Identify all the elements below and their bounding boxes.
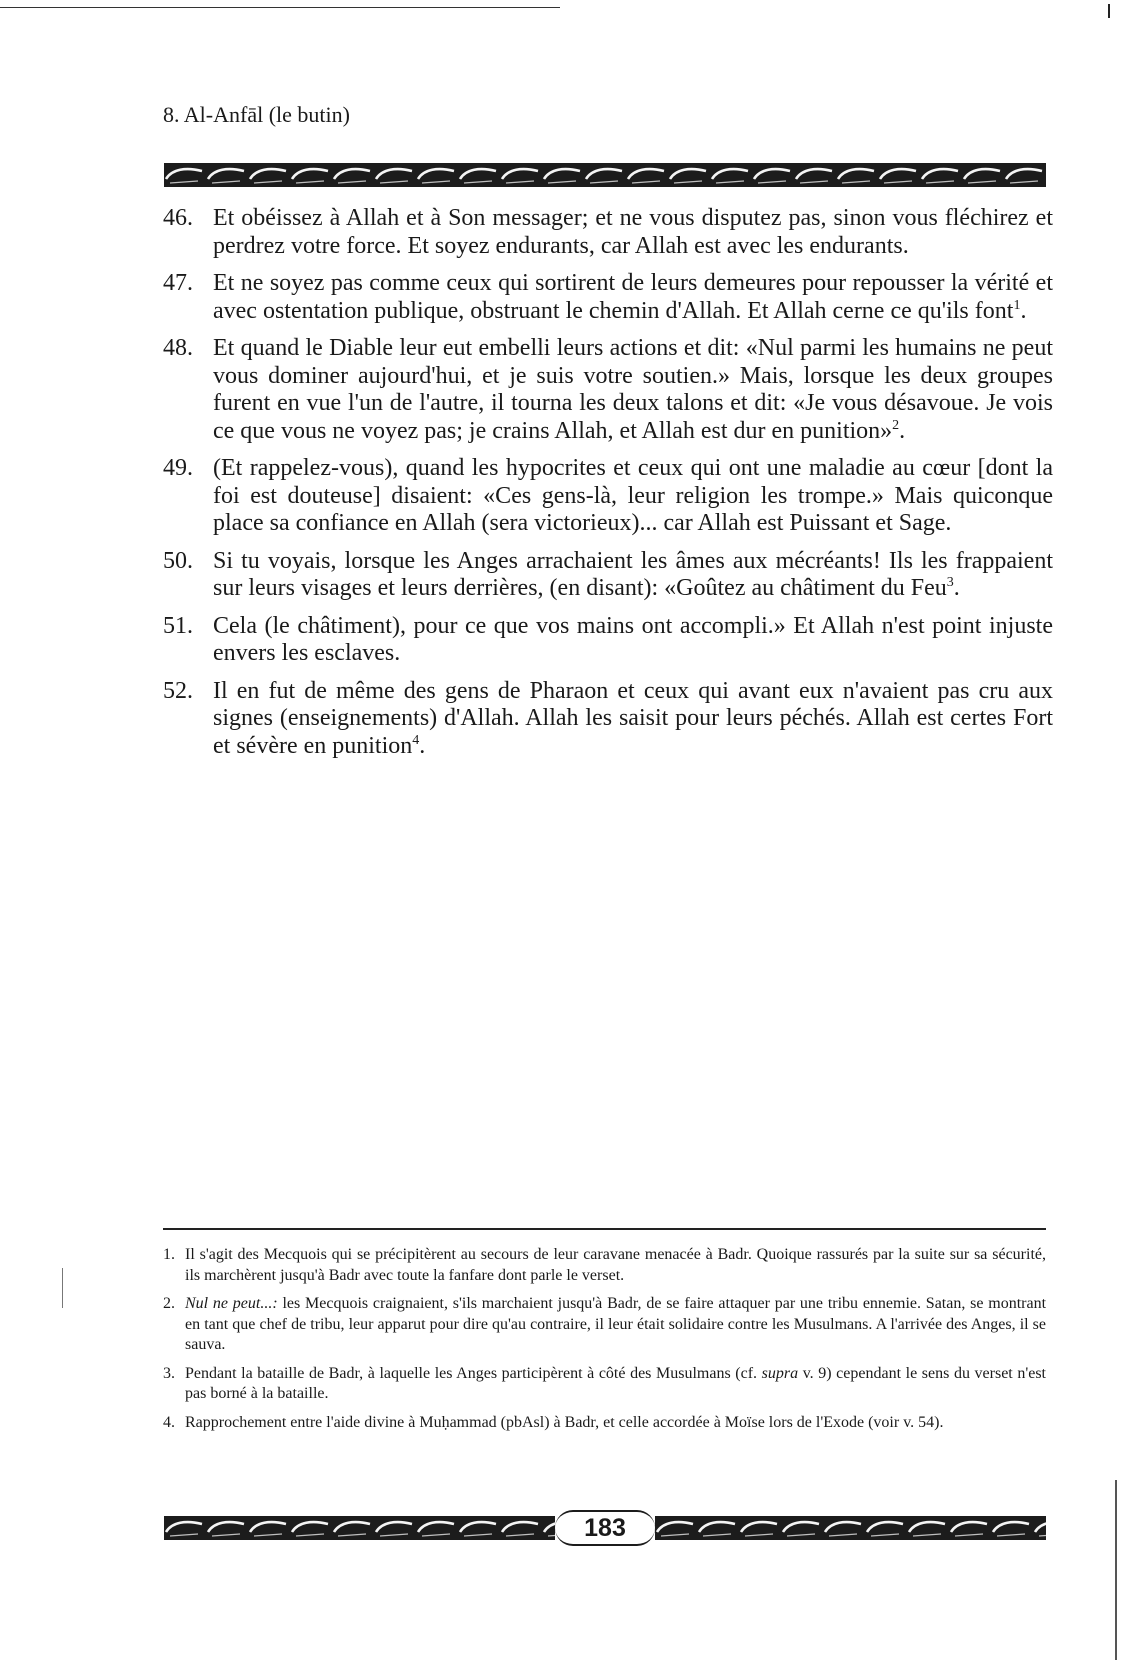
ornament-pattern <box>164 1516 555 1540</box>
footnote-text-after: v. 9) cependant le sens du verset n'est pas borné à la bataille. <box>185 1364 1047 1402</box>
scan-corner-mark <box>1108 4 1110 18</box>
verse-list <box>163 205 1053 770</box>
footnote-1 <box>163 1245 1046 1286</box>
ornamental-band-bottom-left <box>164 1516 555 1540</box>
footnote-separator <box>163 1228 1046 1230</box>
verse-50 <box>163 548 1053 603</box>
verse-text: (Et rappelez-vous), quand les hypocrites et ceux qui ont une maladie au cœur [dont la foi est douteuse] disaient: «Ces gens-là, leur religion les trompe.» Mais quiconque place sa confiance en Allah (sera victorieux)... car Allah est Puissant et Sage. <box>213 455 1053 536</box>
verse-47 <box>163 270 1053 325</box>
footnote-number: 3. <box>163 1364 175 1382</box>
verse-51 <box>163 613 1053 668</box>
verse-49 <box>163 455 1053 538</box>
footnote-2 <box>163 1294 1046 1356</box>
footnote-text: Pendant la bataille de Badr, à laquelle les Anges participèrent à côté des Musulmans (cf. <box>185 1364 762 1382</box>
verse-number: 51. <box>163 612 193 639</box>
footnote-ref: 1 <box>1013 297 1021 313</box>
footnote-text: Il s'agit des Mecquois qui se précipitèrent au secours de leur caravane menacée à Badr. Quoique rassurés par la suite sur sa sécurité, ils marchèrent jusqu'à Badr avec toute la fanfare dont parle le verset. <box>185 1246 1046 1284</box>
verse-punct: . <box>419 732 426 759</box>
verse-number: 46. <box>163 205 193 231</box>
verse-punct: . <box>899 417 906 444</box>
verse-punct: . <box>953 575 960 601</box>
page-number: 183 <box>555 1510 655 1546</box>
verse-text: Et quand le Diable leur eut embelli leurs actions et dit: «Nul parmi les humains ne peut vous dominer aujourd'hui, et je suis votre soutien.» Mais, lorsque les deux groupes furent en vue l'un de l'autre, il tourna les deux talons et dit: «Je vous désavoue. Je vois ce que vous ne voyez pas; je crains Allah, et Allah est dur en punition» <box>213 335 1053 444</box>
footnote-3 <box>163 1364 1046 1405</box>
verse-number: 49. <box>163 455 193 481</box>
footnote-italic: supra <box>761 1364 799 1382</box>
verse-text: Et ne soyez pas comme ceux qui sortirent de leurs demeures pour repousser la vérité et avec ostentation publique, obstruant le chemin d'Allah. Et Allah cerne ce qu'ils font <box>213 270 1053 324</box>
footnote-list <box>163 1245 1046 1441</box>
footnote-ref: 2 <box>892 417 900 433</box>
verse-number: 47. <box>163 270 193 296</box>
footnote-italic-lead: Nul ne peut...: <box>185 1295 278 1312</box>
ornamental-band-bottom-right <box>655 1516 1046 1540</box>
footnote-ref: 3 <box>946 575 954 590</box>
scan-edge-line <box>0 7 560 8</box>
verse-text: Si tu voyais, lorsque les Anges arrachaient les âmes aux mécréants! Ils les frappaient sur leurs visages et leurs derrières, (en disant): «Goûtez au châtiment du Feu <box>213 547 1053 601</box>
footnote-text: les Mecquois craignaient, s'ils marchaient jusqu'à Badr, de se faire attaquer par une tribu ennemie. Satan, se montrant en tant que chef de tribu, leur apparut pour dire qu'au contraire, il leur était solidaire contre les Musulmans. A l'arrivée des Anges, il se sauva. <box>185 1295 1047 1353</box>
footnote-text: Rapprochement entre l'aide divine à Muḥammad (pbAsl) à Badr, et celle accordée à Moïse lors de l'Exode (voir v. 54). <box>185 1413 944 1431</box>
footnote-4 <box>163 1413 1046 1434</box>
verse-48 <box>163 335 1053 445</box>
footnote-number: 4. <box>163 1413 175 1431</box>
running-title: 8. Al-Anfāl (le butin) <box>163 102 350 127</box>
verse-text: Et obéissez à Allah et à Son messager; et ne vous disputez pas, sinon vous fléchirez et perdrez votre force. Et soyez endurants, car Allah est avec les endurants. <box>213 205 1053 259</box>
footnote-number: 1. <box>163 1246 175 1263</box>
ornamental-band-top <box>164 163 1046 187</box>
verse-text: Cela (le châtiment), pour ce que vos mains ont accompli.» Et Allah n'est point injuste envers les esclaves. <box>213 612 1053 666</box>
verse-46 <box>163 205 1053 260</box>
verse-punct: . <box>1020 297 1027 324</box>
ornament-pattern <box>164 163 1046 187</box>
ornament-pattern <box>655 1516 1046 1540</box>
verse-number: 48. <box>163 335 193 361</box>
scan-edge-line-left <box>62 1268 63 1308</box>
verse-52 <box>163 678 1053 761</box>
verse-number: 50. <box>163 547 193 574</box>
verse-text: Il en fut de même des gens de Pharaon et ceux qui avant eux n'avaient pas cru aux signes (enseignements) d'Allah. Allah les saisit pour leurs péchés. Allah est certes Fort et sévère en punition <box>213 677 1053 759</box>
scan-edge-line-right <box>1115 1480 1117 1660</box>
verse-number: 52. <box>163 677 193 704</box>
footnote-number: 2. <box>163 1295 175 1312</box>
footnote-ref: 4 <box>412 732 420 748</box>
